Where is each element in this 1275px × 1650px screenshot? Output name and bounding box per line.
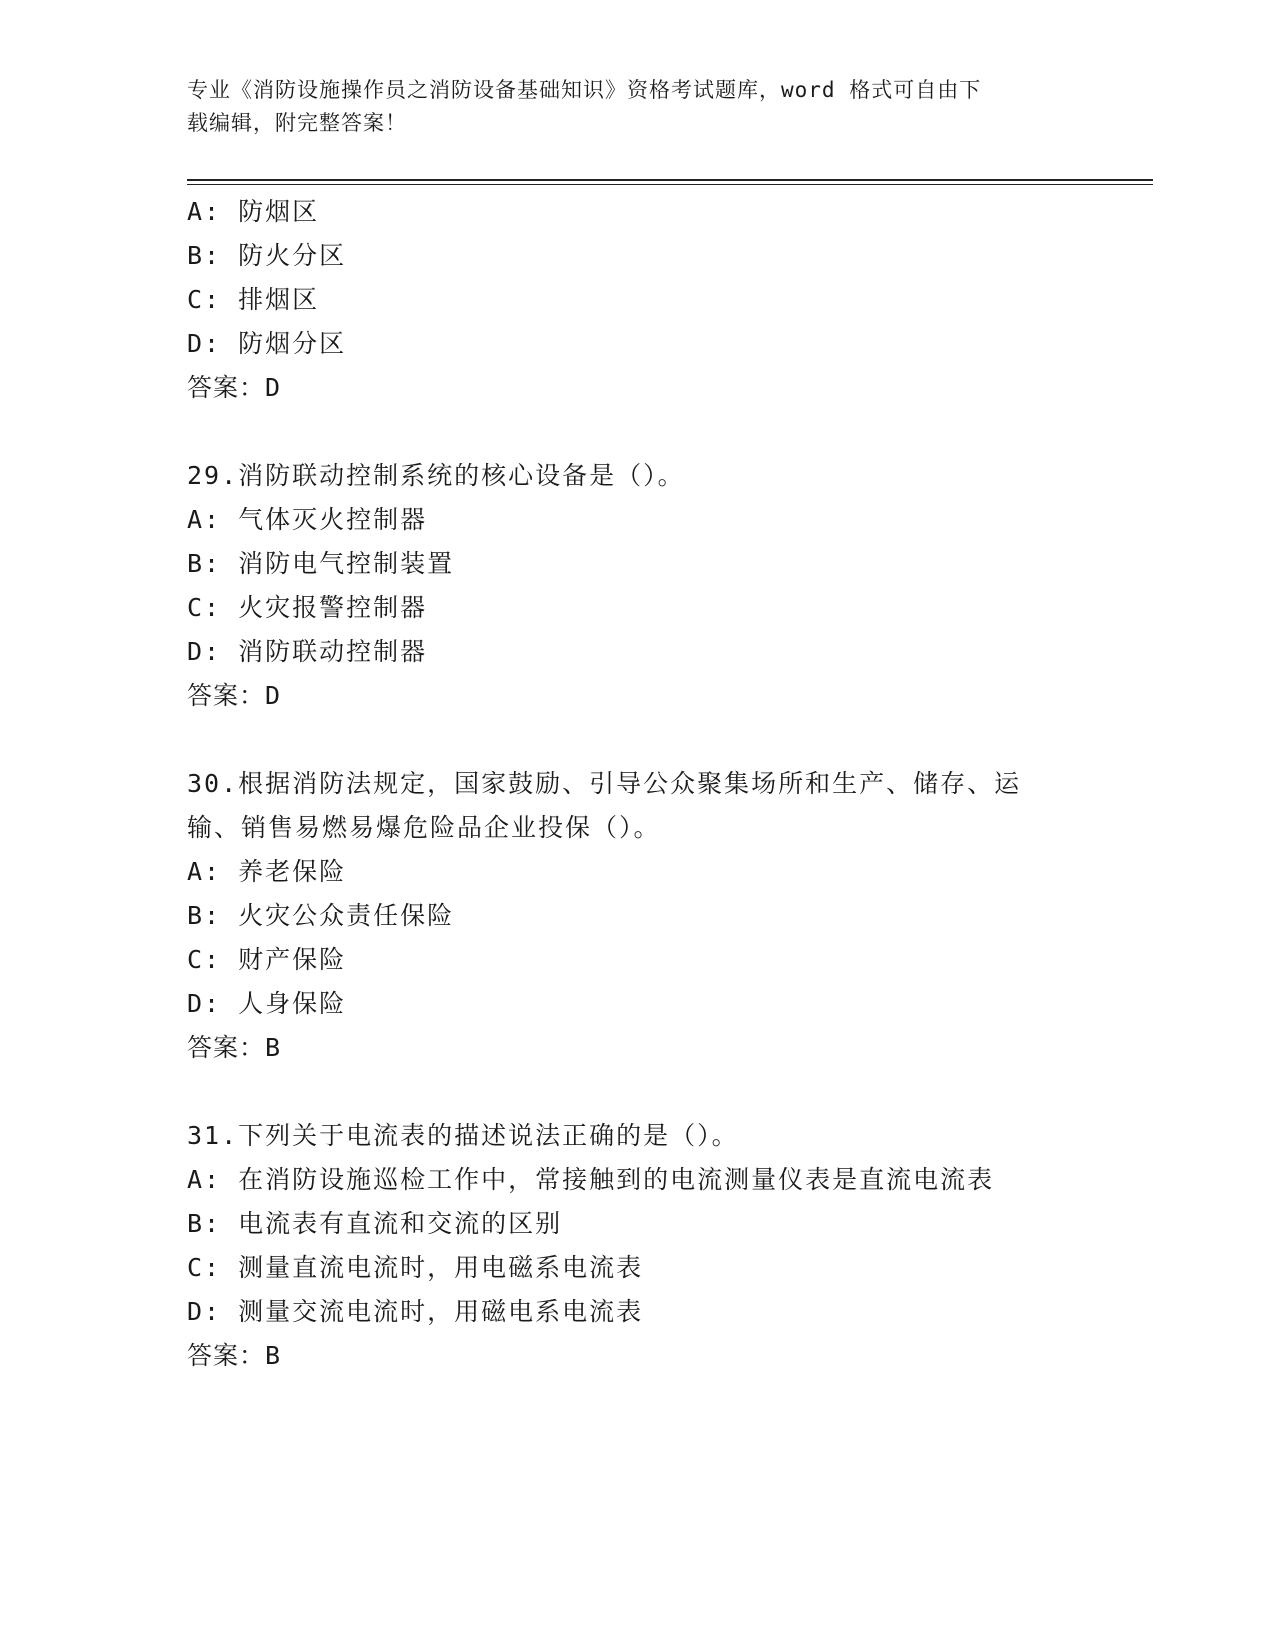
q31-option-b: B: 电流表有直流和交流的区别 [187,1209,563,1238]
q30-option-c: C: 财产保险 [187,945,347,974]
q31-option-a: A: 在消防设施巡检工作中，常接触到的电流测量仪表是直流电流表 [187,1165,995,1194]
q31-answer: 答案：B [187,1341,282,1370]
q29-option-d: D: 消防联动控制器 [187,637,428,666]
header-line-2: 载编辑，附完整答案！ [187,111,407,135]
q31-option-d: D: 测量交流电流时，用磁电系电流表 [187,1297,644,1326]
q29-answer: 答案：D [187,681,282,710]
q30-question-line-1: 30.根据消防法规定，国家鼓励、引导公众聚集场所和生产、储存、运 [187,769,1022,798]
q31-question: 31.下列关于电流表的描述说法正确的是（）。 [187,1121,739,1150]
header-rule-thin [187,184,1153,185]
q30-option-d: D: 人身保险 [187,989,347,1018]
q30-answer: 答案：B [187,1033,282,1062]
q31-option-c: C: 测量直流电流时，用电磁系电流表 [187,1253,644,1282]
q28-option-d: D: 防烟分区 [187,329,347,358]
header-line-1: 专业《消防设施操作员之消防设备基础知识》资格考试题库，word 格式可自由下 [187,78,982,102]
q29-option-c: C: 火灾报警控制器 [187,593,428,622]
document-header [187,74,1087,140]
q29-option-b: B: 消防电气控制装置 [187,549,455,578]
q28-option-a: A: 防烟区 [187,197,320,226]
q28-answer: 答案：D [187,373,282,402]
q30-question-line-2: 输、销售易燃易爆危险品企业投保（）。 [187,813,661,842]
q28-option-c: C: 排烟区 [187,285,320,314]
q29-question: 29.消防联动控制系统的核心设备是（）。 [187,461,685,490]
q29-option-a: A: 气体灭火控制器 [187,505,428,534]
q28-option-b: B: 防火分区 [187,241,347,270]
header-rule-thick [187,179,1153,181]
q30-option-b: B: 火灾公众责任保险 [187,901,455,930]
q30-option-a: A: 养老保险 [187,857,347,886]
